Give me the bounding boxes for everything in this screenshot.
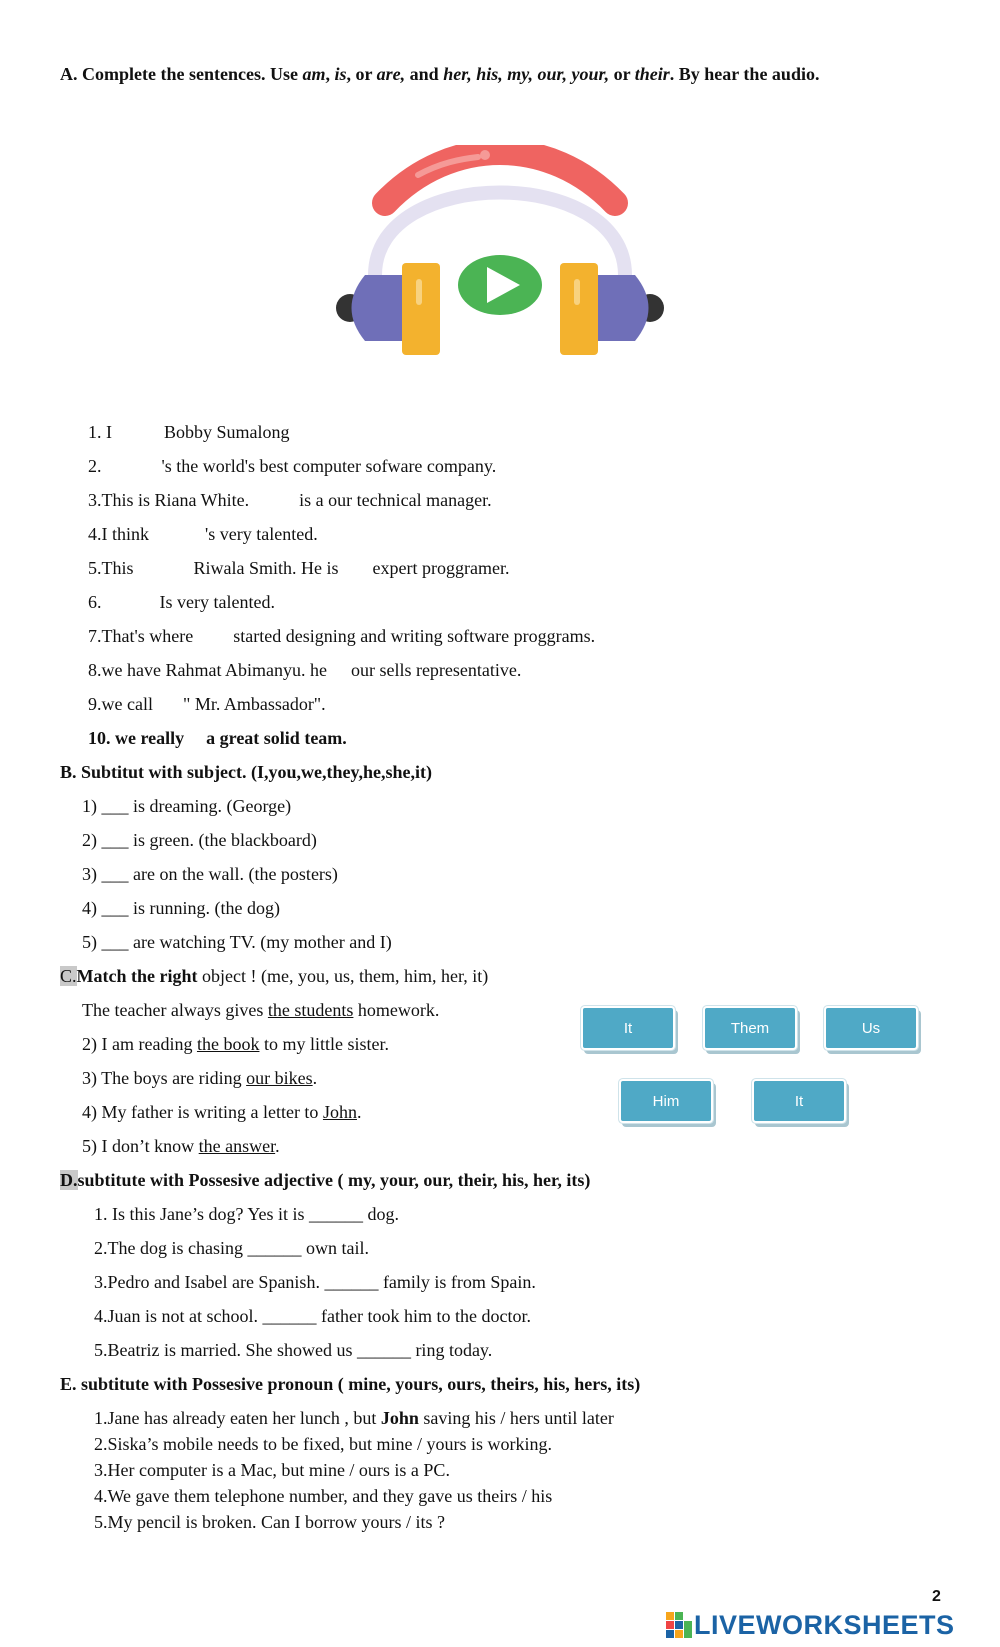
page-number: 2 xyxy=(932,1588,941,1605)
section-a-heading: A. Complete the sentences. Use am, is, or are, and her, his, my, our, your, or their. By hear the audio. xyxy=(60,64,820,84)
a-item-9: 9.we call " Mr. Ambassador". xyxy=(88,694,326,714)
a-item-2: 2. 's the world's best computer sofware company. xyxy=(88,456,497,476)
c-item-1: The teacher always gives the students homework. xyxy=(82,1000,440,1020)
e-item-2: 2.Siska’s mobile needs to be fixed, but mine / yours is working. xyxy=(94,1434,552,1454)
option-him-button[interactable]: Him xyxy=(621,1081,711,1121)
section-d-heading: D.subtitute with Possesive adjective ( my, your, our, their, his, her, its) xyxy=(60,1170,591,1190)
d-item-4: 4.Juan is not at school. ______ father took him to the doctor. xyxy=(94,1306,531,1326)
d-item-1: 1. Is this Jane’s dog? Yes it is ______ dog. xyxy=(94,1204,400,1224)
e-item-1: 1.Jane has already eaten her lunch , but John saving his / hers until later xyxy=(94,1408,614,1428)
option-it-button[interactable]: It xyxy=(583,1008,673,1048)
section-e-heading: E. subtitute with Possesive pronoun ( mine, yours, ours, theirs, his, hers, its) xyxy=(60,1374,641,1394)
a-item-7: 7.That's where started designing and writing software proggrams. xyxy=(88,626,596,646)
liveworksheets-brand: LIVEWORKSHEETS xyxy=(694,1610,955,1640)
c-item-2: 2) I am reading the book to my little sister. xyxy=(82,1034,389,1054)
a-item-10: 10. we really a great solid team. xyxy=(88,728,347,748)
option-them-button[interactable]: Them xyxy=(705,1008,795,1048)
c-item-4: 4) My father is writing a letter to John. xyxy=(82,1102,362,1122)
a-item-1: 1. I Bobby Sumalong xyxy=(88,422,290,442)
d-item-5: 5.Beatriz is married. She showed us ______ ring today. xyxy=(94,1340,493,1360)
a-item-6: 6. Is very talented. xyxy=(88,592,275,612)
d-item-3: 3.Pedro and Isabel are Spanish. ______ family is from Spain. xyxy=(94,1272,536,1292)
b-item-2: 2) ___ is green. (the blackboard) xyxy=(82,830,317,850)
b-item-4: 4) ___ is running. (the dog) xyxy=(82,898,280,918)
option-it-button-2[interactable]: It xyxy=(754,1081,844,1121)
d-item-2: 2.The dog is chasing ______ own tail. xyxy=(94,1238,369,1258)
e-item-3: 3.Her computer is a Mac, but mine / ours is a PC. xyxy=(94,1460,450,1480)
headphones-play-icon[interactable] xyxy=(330,145,670,365)
b-item-5: 5) ___ are watching TV. (my mother and I) xyxy=(82,932,392,952)
section-c-heading: C.Match the right object ! (me, you, us, them, him, her, it) xyxy=(60,966,489,986)
liveworksheets-logo-icon xyxy=(666,1612,692,1638)
e-item-4: 4.We gave them telephone number, and they gave us theirs / his xyxy=(94,1486,553,1506)
c-item-5: 5) I don’t know the answer. xyxy=(82,1136,280,1156)
a-item-4: 4.I think 's very talented. xyxy=(88,524,318,544)
option-us-button[interactable]: Us xyxy=(826,1008,916,1048)
a-item-5: 5.This Riwala Smith. He is expert proggramer. xyxy=(88,558,510,578)
a-item-3: 3.This is Riana White. is a our technical manager. xyxy=(88,490,492,510)
a-item-8: 8.we have Rahmat Abimanyu. he our sells representative. xyxy=(88,660,522,680)
section-b-heading: B. Subtitut with subject. (I,you,we,they,he,she,it) xyxy=(60,762,433,782)
c-item-3: 3) The boys are riding our bikes. xyxy=(82,1068,318,1088)
e-item-5: 5.My pencil is broken. Can I borrow yours / its ? xyxy=(94,1512,445,1532)
b-item-1: 1) ___ is dreaming. (George) xyxy=(82,796,292,816)
b-item-3: 3) ___ are on the wall. (the posters) xyxy=(82,864,338,884)
